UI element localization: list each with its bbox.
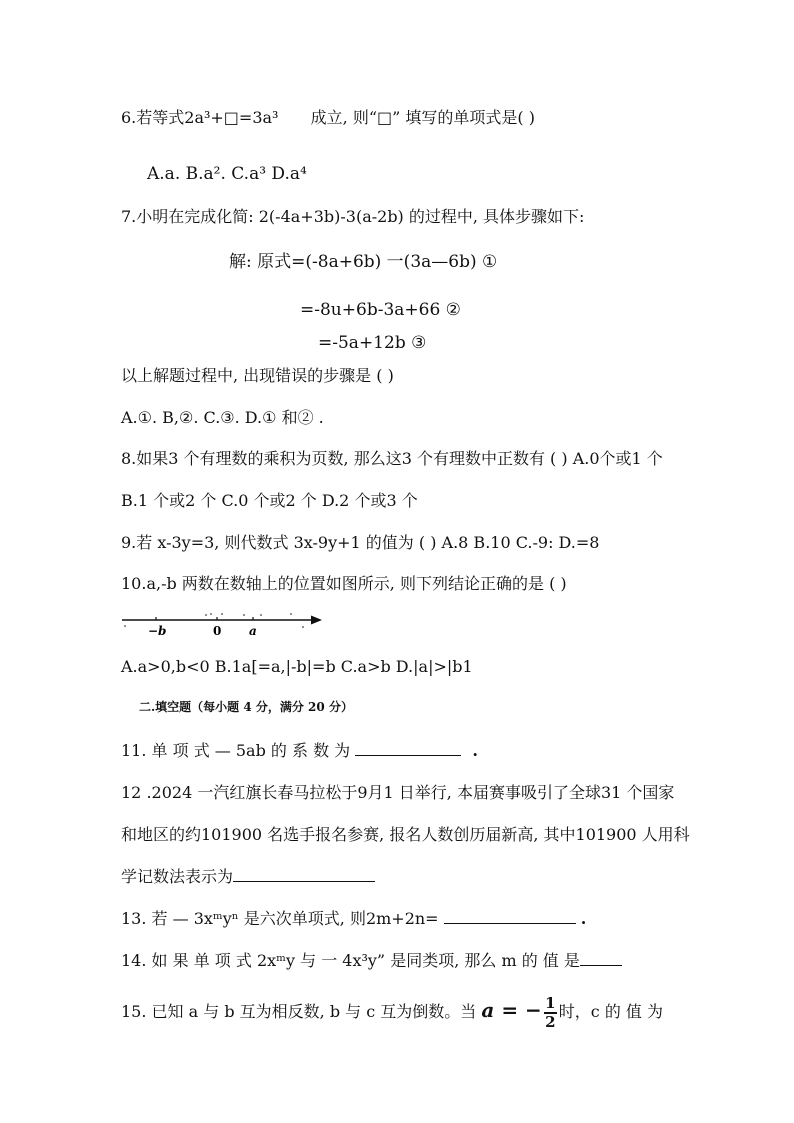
q15-fraction-denominator: 2 [545,1012,556,1031]
noise-dot [290,613,292,615]
q14-text: 14. 如 果 单 项 式 2xᵐy 与 一 4x³y” 是同类项, 那么 m 的 值 是 [121,951,580,970]
q15-pre: 15. 已知 a 与 b 互为相反数, b 与 c 互为倒数。当 [121,1002,477,1021]
noise-dot [205,614,207,616]
q12-line3 [121,866,375,887]
q7-step1: 解: 原式=(-8a+6b) 一(3a—6b) ① [229,252,498,272]
q12-answer-blank[interactable] [233,866,375,882]
q12-line3-text: 学记数法表示为 [121,867,234,886]
q7-ask: 以上解题过程中, 出现错误的步骤是 ( ) [121,366,394,385]
q10-options: A.a>0,b<0 B.1a[=a,|-b|=b C.a>b D.|a|>|b1 [121,657,473,676]
noise-dot [260,614,262,616]
q10-stem: 10.a,-b 两数在数轴上的位置如图所示, 则下列结论正确的是 ( ) [121,574,567,593]
q11-tail: . [472,741,478,760]
q15-fraction-numerator: 1 [545,993,556,1012]
axis-label-a: a [249,624,257,638]
noise-dot [302,626,304,628]
q15 [121,993,664,1031]
axis-label-zero: 0 [213,624,222,638]
q15-fraction [544,993,557,1031]
q15-equation-lhs: a = − [481,998,542,1022]
q14-answer-blank[interactable] [580,950,622,966]
q14 [121,950,622,971]
number-line-arrow-icon [311,616,322,625]
q13-text: 13. 若 — 3xᵐyⁿ 是六次单项式, 则2m+2n= [121,909,439,928]
q7-stem: 7.小明在完成化简: 2(-4a+3b)-3(a-2b) 的过程中, 具体步骤如下: [121,207,585,226]
q9-line: 9.若 x-3y=3, 则代数式 3x-9y+1 的值为 ( ) A.8 B.10 C.-9: D.=8 [121,533,600,552]
q15-post: 时，c 的 值 为 [558,1002,664,1021]
q7-step2: =-8u+6b-3a+66 ② [300,300,461,320]
q6-stem [121,108,535,128]
number-line-figure [118,610,328,640]
q12-line2: 和地区的约101900 名选手报名参赛, 报名人数创历届新高, 其中101900 人用科 [121,825,690,844]
section2-heading: 二.填空题（每小题 4 分，满分 20 分） [139,700,353,714]
noise-dot [243,614,245,616]
q8-line2: B.1 个或2 个 C.0 个或2 个 D.2 个或3 个 [121,491,418,510]
q6-stem-text: 6.若等式2a³+□=3a³ [121,108,279,127]
noise-dot [210,613,212,615]
q7-step3: =-5a+12b ③ [318,333,427,353]
q6-stem-tail: 成立, 则“□” 填写的单项式是( ) [310,108,535,127]
q13-answer-blank[interactable] [444,908,576,924]
q12-line1: 12 .2024 一汽红旗长春马拉松于9月1 日举行, 本届赛事吸引了全球31 个国家 [121,783,675,802]
q6-options: A.a. B.a². C.a³ D.a⁴ [147,164,307,184]
q7-options: A.①. B,②. C.③. D.① 和② . [121,408,324,427]
q8-line1: 8.如果3 个有理数的乘积为页数, 那么这3 个有理数中正数有 ( ) A.0个或1 个 [121,449,663,468]
q11 [121,740,478,761]
q11-text: 11. 单 项 式 — 5ab 的 系 数 为 [121,741,351,760]
q13 [121,908,586,929]
noise-dot [124,625,126,627]
q13-tail: . [580,909,587,928]
noise-dot [221,613,223,615]
q11-answer-blank[interactable] [355,740,461,756]
axis-label-minus-b: −b [148,624,167,638]
